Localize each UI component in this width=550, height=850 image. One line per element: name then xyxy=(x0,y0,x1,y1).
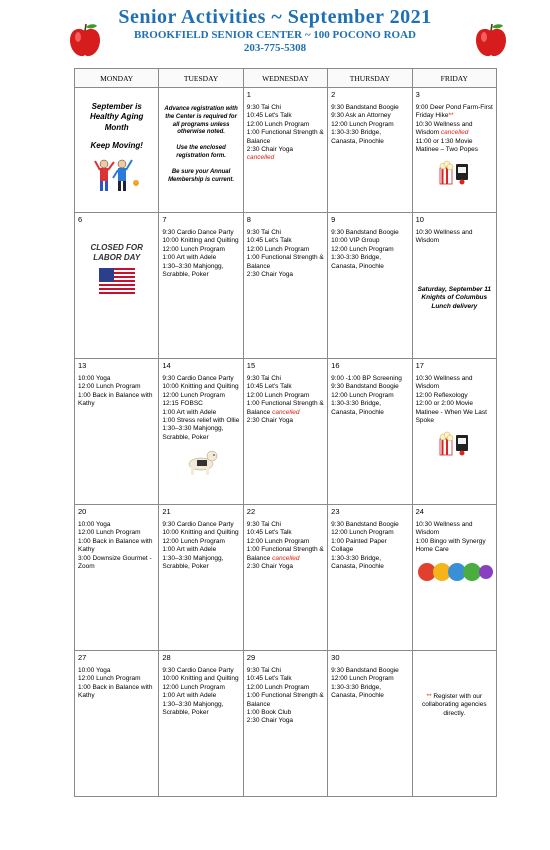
weekday-header: FRIDAY xyxy=(412,69,496,88)
keep-moving-text: Keep Moving! xyxy=(90,141,143,151)
membership-note: Be sure your Annual Membership is current. xyxy=(168,168,235,183)
event-line: 10:00 Knitting and Quilting xyxy=(162,675,239,683)
day-number: 13 xyxy=(78,361,87,370)
registration-form-note: Use the enclosed registration form. xyxy=(176,145,226,159)
week-row xyxy=(75,505,497,651)
event-line: 12:00 Lunch Program xyxy=(162,683,225,691)
event-line: 9:30 Bandstand Boogie xyxy=(331,103,399,111)
event-line: 9:30 Bandstand Boogie xyxy=(331,383,399,391)
calendar-table xyxy=(74,68,497,797)
event-line: 9:30 Tai Chi xyxy=(246,374,281,382)
event-line: 12:00 Lunch Program xyxy=(78,529,141,537)
event-line: 1:00 Functional Strength & Balance xyxy=(246,692,324,708)
weekday-header: TUESDAY xyxy=(159,69,243,88)
day-number: 14 xyxy=(162,361,171,370)
event-line: 1:00 Functional Strength & Balance cancelled xyxy=(246,546,324,562)
event-line: 2:30 Chair Yoga xyxy=(246,717,294,725)
event-line: 12:00 Lunch Program xyxy=(246,537,310,545)
popcorn-icon xyxy=(436,158,472,188)
weekday-header-row xyxy=(75,69,497,88)
event-line: 9:30 Cardio Dance Party xyxy=(162,228,234,236)
event-line: 1:00 Back in Balance with Kathy xyxy=(78,537,153,554)
event-line: 1:00 Art with Adele xyxy=(162,254,217,262)
event-line: 9:30 Cardio Dance Party xyxy=(162,374,234,382)
day-cell xyxy=(75,359,159,505)
day-number: 1 xyxy=(246,90,251,99)
event-line: 10:45 Let's Talk xyxy=(246,383,292,391)
page-title: Senior Activities ~ September 2021 xyxy=(118,6,432,28)
event-line: 1:00 Painted Paper Collage xyxy=(331,537,387,554)
day-cell xyxy=(328,213,412,359)
day-number: 23 xyxy=(331,507,340,516)
day-number: 9 xyxy=(331,215,336,224)
event-line: 12:00 Lunch Program xyxy=(162,245,225,253)
event-line: 10:30 Wellness and Wisdom xyxy=(415,520,473,537)
event-line: 10:00 Yoga xyxy=(78,520,111,528)
event-line: 1:30-3:30 Bridge, Canasta, Pinochle xyxy=(331,129,384,145)
day-cell xyxy=(328,88,412,213)
center-phone: 203-775-5308 xyxy=(243,42,307,54)
event-line: 1:00 Art with Adele xyxy=(162,546,217,554)
event-line: 9:30 Cardio Dance Party xyxy=(162,666,234,674)
day-number: 28 xyxy=(162,653,171,662)
event-line: 1:00 Functional Strength & Balance xyxy=(246,254,324,270)
day-number: 29 xyxy=(246,653,256,662)
event-line: 10:00 Knitting and Quilting xyxy=(162,529,239,537)
weekday-header: MONDAY xyxy=(75,69,159,88)
day-cell xyxy=(328,505,412,651)
weekday-header: THURSDAY xyxy=(328,69,412,88)
day-number: 6 xyxy=(78,215,83,224)
day-cell xyxy=(328,651,412,797)
event-line: 1:00 Stress relief with Ollie xyxy=(162,416,240,424)
day-cell xyxy=(75,651,159,797)
event-line: 9:30 Tai Chi xyxy=(246,228,281,236)
week-row xyxy=(75,359,497,505)
day-cell xyxy=(243,359,327,505)
day-cell xyxy=(159,213,243,359)
day-cell xyxy=(75,213,159,359)
event-line: 9:30 Bandstand Boogie xyxy=(331,666,399,674)
popcorn-icon xyxy=(436,429,472,459)
day-number: 2 xyxy=(331,90,336,99)
day-number: 30 xyxy=(331,653,340,662)
event-line: 10:30 Wellness and Wisdom xyxy=(415,374,473,391)
event-line: 3:00 Downsize Gourmet - Zoom xyxy=(78,554,152,570)
week-row xyxy=(75,651,497,797)
event-line: 1:00 Functional Strength & Balance cancelled xyxy=(246,400,324,416)
event-line: 12:00 Lunch Program xyxy=(78,383,141,391)
apple-icon xyxy=(68,22,102,58)
event-line: 1:30–3:30 Mahjongg, Scrabble, Poker xyxy=(162,425,224,441)
event-line: 11:00 or 1:30 Movie Matinee – Two Popes xyxy=(415,137,478,153)
event-line: 9:00 Deer Pond Farm-First Friday Hike** xyxy=(415,103,493,120)
therapy-dog-icon xyxy=(181,446,221,476)
event-line: 12:00 Lunch Program xyxy=(331,675,394,683)
event-line: 1:30-3:30 Bridge, Canasta, Pinochle xyxy=(331,554,384,570)
event-line: 10:00 Yoga xyxy=(78,374,111,382)
event-line: 1:30-3:30 Bridge, Canasta, Pinochle xyxy=(331,683,384,700)
weekday-header: WEDNESDAY xyxy=(243,69,327,88)
event-line: 12:00 Lunch Program xyxy=(78,675,141,683)
event-line: 12:00 Lunch Program xyxy=(246,245,310,253)
day-cell xyxy=(412,88,496,213)
exercising-seniors-icon xyxy=(92,156,142,196)
day-cell xyxy=(243,213,327,359)
register-note: ** Register with our collaborating agencies directly. xyxy=(421,693,487,717)
registration-notice: Advance registration with the Center is required for all programs unless otherwise noted. xyxy=(164,106,238,136)
healthy-aging-heading: September is Healthy Aging Month xyxy=(89,102,144,132)
kofc-lunch-note: Saturday, September 11 Knights of Columbus Lunch delivery xyxy=(417,285,491,310)
day-cell xyxy=(159,359,243,505)
event-line: 1:30-3:30 Bridge, Canasta, Pinochle xyxy=(331,400,384,416)
event-line: 2:30 Chair Yoga xyxy=(246,416,294,424)
event-line: 9:30 Tai Chi xyxy=(246,520,281,528)
day-cell xyxy=(328,359,412,505)
closed-labor-day: CLOSED FOR LABOR DAY xyxy=(90,242,143,263)
event-line: 12:00 Lunch Program xyxy=(162,537,225,545)
day-number: 21 xyxy=(162,507,171,516)
event-line: 12:00 Lunch Program xyxy=(331,245,394,253)
day-number: 8 xyxy=(246,215,251,224)
event-line: 1:30–3:30 Mahjongg, Scrabble, Poker xyxy=(162,700,224,716)
day-number: 16 xyxy=(331,361,340,370)
bingo-balls-icon xyxy=(416,559,494,585)
day-number: 20 xyxy=(78,507,87,516)
event-line: 1:30–3:30 Mahjongg, Scrabble, Poker xyxy=(162,554,224,570)
day-cell xyxy=(412,213,496,359)
day-cell xyxy=(75,505,159,651)
event-line: 1:00 Bingo with Synergy Home Care xyxy=(415,537,486,554)
event-line: 10:00 VIP Group xyxy=(331,237,380,245)
apple-icon xyxy=(474,22,508,58)
event-line: 1:00 Art with Adele xyxy=(162,408,217,416)
day-cell xyxy=(412,651,496,797)
event-line: 10:45 Let's Talk xyxy=(246,529,292,537)
event-line: 1:30-3:30 Bridge, Canasta, Pinochle xyxy=(331,254,384,270)
day-cell xyxy=(243,88,327,213)
event-line: 2:30 Chair Yoga xyxy=(246,270,294,278)
event-line: 10:45 Let's Talk xyxy=(246,237,292,245)
cancelled-label: cancelled xyxy=(246,154,275,162)
center-address: BROOKFIELD SENIOR CENTER ~ 100 POCONO ROAD xyxy=(134,29,416,41)
event-line: 9:30 Bandstand Boogie xyxy=(331,520,399,528)
day-number: 15 xyxy=(246,361,256,370)
event-line: 1:00 Back in Balance with Kathy xyxy=(78,391,153,408)
week-row xyxy=(75,213,497,359)
event-line: 1:00 Book Club xyxy=(246,708,292,716)
day-cell xyxy=(159,505,243,651)
event-line: 12:00 Lunch Program xyxy=(246,120,310,128)
day-number: 7 xyxy=(162,215,167,224)
event-line: 10:00 Knitting and Quilting xyxy=(162,237,239,245)
event-line: 9:00 -1:00 BP Screening xyxy=(331,374,402,382)
day-number: 10 xyxy=(415,215,424,224)
event-line: 9:30 Cardio Dance Party xyxy=(162,520,234,528)
event-line: 12:00 Lunch Program xyxy=(246,391,310,399)
event-line: 9:30 Ask an Attorney xyxy=(331,112,391,120)
week-row xyxy=(75,88,497,213)
event-line: 10:00 Yoga xyxy=(78,666,111,674)
day-number: 17 xyxy=(415,361,424,370)
event-line: 12:00 Lunch Program xyxy=(331,529,394,537)
event-line: 12:00 Lunch Program xyxy=(162,391,225,399)
event-line: 1:00 Art with Adele xyxy=(162,692,217,700)
event-line: 9:30 Bandstand Boogie xyxy=(331,228,399,236)
event-line: 12:00 Lunch Program xyxy=(246,683,310,691)
day-cell xyxy=(412,359,496,505)
event-line: 12:00 or 2:00 Movie Matinee - When We Last Spoke xyxy=(415,400,487,424)
event-line: 2:30 Chair Yoga xyxy=(246,562,294,570)
event-line: 1:00 Functional Strength & Balance xyxy=(246,129,324,145)
us-flag-icon xyxy=(99,268,135,294)
event-line: 12:15 FOBSC xyxy=(162,400,203,408)
day-cell xyxy=(412,505,496,651)
event-line: 10:45 Let's Talk xyxy=(246,112,292,120)
event-line: 1:00 Back in Balance with Kathy xyxy=(78,683,153,700)
day-number: 27 xyxy=(78,653,87,662)
event-line: 2:30 Chair Yoga xyxy=(246,145,294,153)
day-number: 24 xyxy=(415,507,424,516)
day-cell xyxy=(75,88,159,213)
event-line: 1:30–3:30 Mahjongg, Scrabble, Poker xyxy=(162,262,224,278)
day-cell xyxy=(243,505,327,651)
event-line: 10:30 Wellness and Wisdom cancelled xyxy=(415,120,473,137)
day-cell xyxy=(243,651,327,797)
day-cell xyxy=(159,651,243,797)
day-number: 22 xyxy=(246,507,256,516)
event-line: 9:30 Tai Chi xyxy=(246,103,281,111)
event-line: 10:45 Let's Talk xyxy=(246,675,292,683)
event-line: 10:00 Knitting and Quilting xyxy=(162,383,239,391)
event-line: 10:30 Wellness and Wisdom xyxy=(415,228,473,245)
event-line: 12:00 Reflexology xyxy=(415,391,468,399)
day-number: 3 xyxy=(415,90,420,99)
event-line: 9:30 Tai Chi xyxy=(246,666,281,674)
event-line: 12:00 Lunch Program xyxy=(331,120,394,128)
event-line: 12:00 Lunch Program xyxy=(331,391,394,399)
day-cell xyxy=(159,88,243,213)
